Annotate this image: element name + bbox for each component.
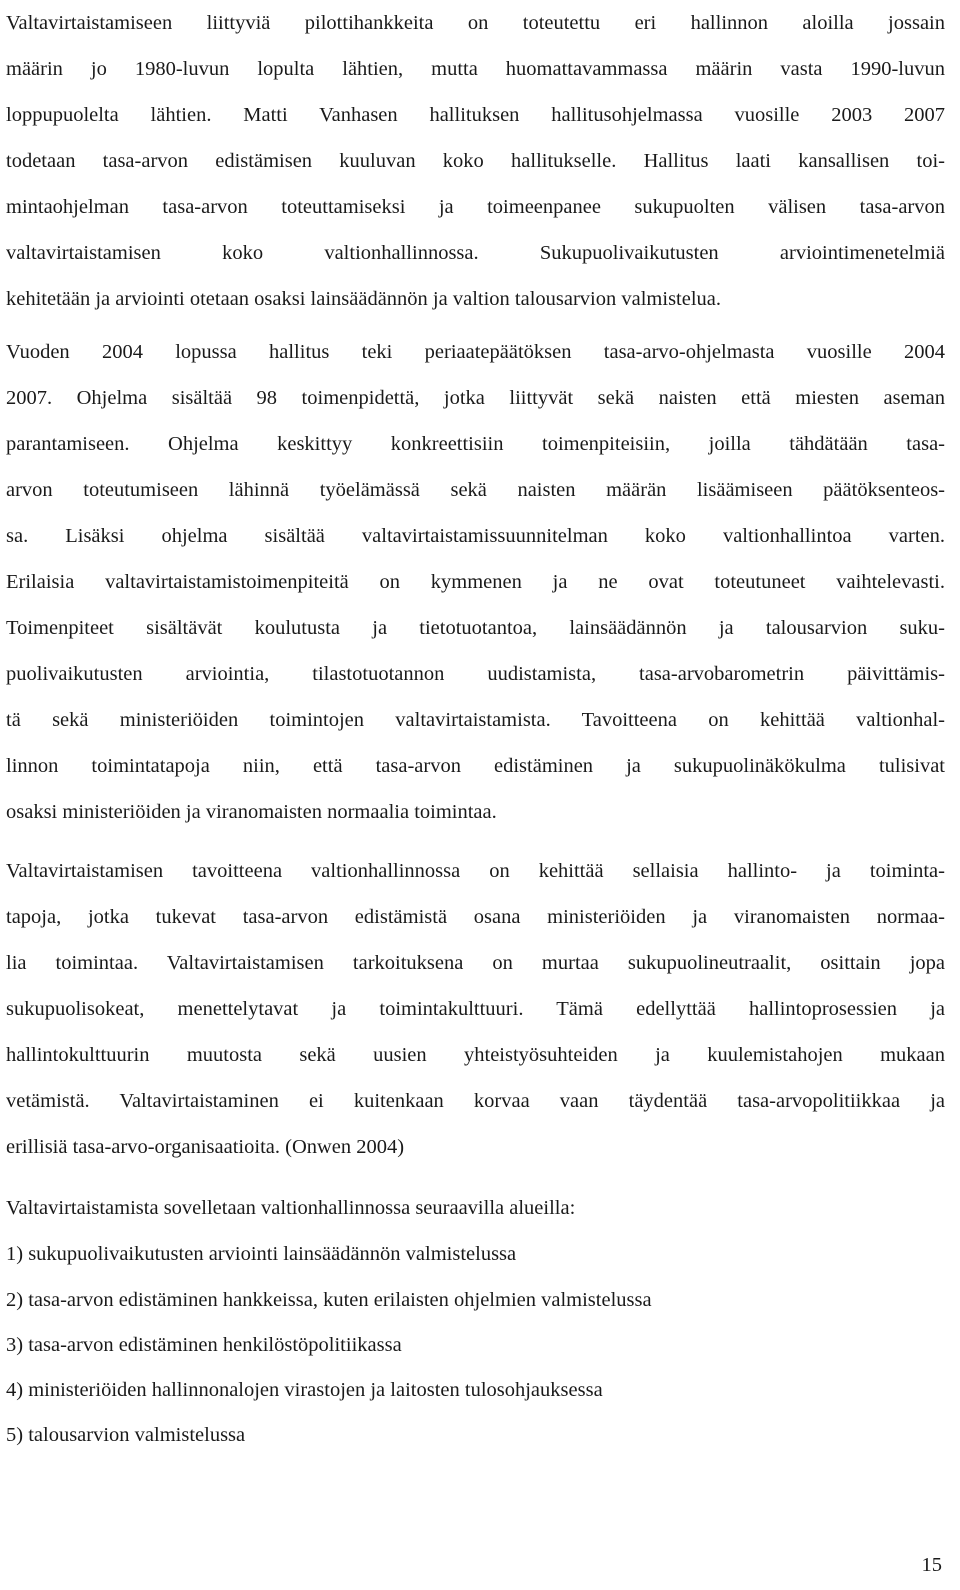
text-line: lia toimintaa. Valtavirtaistamisen tarkoituksena on murtaa sukupuolineutraalit, osittain jopa xyxy=(6,952,945,974)
text-line: Toimenpiteet sisältävät koulutusta ja tietotuotantoa, lainsäädännön ja talousarvion suku- xyxy=(6,617,945,639)
text-line: todetaan tasa-arvon edistämisen kuuluvan koko hallitukselle. Hallitus laati kansallisen toi- xyxy=(6,150,945,172)
text-line: puolivaikutusten arviointia, tilastotuotannon uudistamista, tasa-arvobarometrin päivittämis- xyxy=(6,663,945,685)
text-line: kehitetään ja arviointi otetaan osaksi lainsäädännön ja valtion talousarvion valmistelua. xyxy=(6,288,722,310)
list-item: 1) sukupuolivaikutusten arviointi lainsäädännön valmistelussa xyxy=(6,1243,517,1265)
text-line: valtavirtaistamisen koko valtionhallinnossa. Sukupuolivaikutusten arviointimenetelmiä xyxy=(6,242,945,264)
text-line: mintaohjelman tasa-arvon toteuttamiseksi ja toimeenpanee sukupuolten välisen tasa-arvon xyxy=(6,196,945,218)
text-line: määrin jo 1980-luvun lopulta lähtien, mutta huomattavammassa määrin vasta 1990-luvun xyxy=(6,58,945,80)
paragraph-2 xyxy=(6,329,945,835)
list-item: 2) tasa-arvon edistäminen hankkeissa, kuten erilaisten ohjelmien valmistelussa xyxy=(6,1289,652,1311)
text-line: Valtavirtaistamisen tavoitteena valtionhallinnossa on kehittää sellaisia hallinto- ja toiminta- xyxy=(6,860,945,882)
text-line: hallintokulttuurin muutosta sekä uusien yhteistyösuhteiden ja kuulemistahojen mukaan xyxy=(6,1044,945,1066)
list-item: 4) ministeriöiden hallinnonalojen virastojen ja laitosten tulosohjauksessa xyxy=(6,1379,603,1401)
text-line: osaksi ministeriöiden ja viranomaisten normaalia toimintaa. xyxy=(6,801,497,823)
text-line: 2007. Ohjelma sisältää 98 toimenpidettä, jotka liittyvät sekä naisten että miesten aseman xyxy=(6,387,945,409)
paragraph-1 xyxy=(6,0,945,322)
text-line: tapoja, jotka tukevat tasa-arvon edistämistä osana ministeriöiden ja viranomaisten normaa- xyxy=(6,906,945,928)
text-line: tä sekä ministeriöiden toimintojen valtavirtaistamista. Tavoitteena on kehittää valtionhal- xyxy=(6,709,945,731)
text-line: Valtavirtaistamiseen liittyviä pilottihankkeita on toteutettu eri hallinnon aloilla jossain xyxy=(6,12,945,34)
text-line: erillisiä tasa-arvo-organisaatioita. (Onwen 2004) xyxy=(6,1136,405,1158)
text-line: sukupuolisokeat, menettelytavat ja toimintakulttuuri. Tämä edellyttää hallintoprosessien ja xyxy=(6,998,945,1020)
text-line: loppupuolelta lähtien. Matti Vanhasen hallituksen hallitusohjelmassa vuosille 2003 2007 xyxy=(6,104,945,126)
text-line: Erilaisia valtavirtaistamistoimenpiteitä on kymmenen ja ne ovat toteutuneet vaihtelevasti. xyxy=(6,571,945,593)
text-line: sa. Lisäksi ohjelma sisältää valtavirtaistamissuunnitelman koko valtionhallintoa varten. xyxy=(6,525,945,547)
text-line: vetämistä. Valtavirtaistaminen ei kuitenkaan korvaa vaan täydentää tasa-arvopolitiikkaa ja xyxy=(6,1090,945,1112)
list-item: 3) tasa-arvon edistäminen henkilöstöpolitiikassa xyxy=(6,1334,402,1356)
text-line: linnon toimintatapoja niin, että tasa-arvon edistäminen ja sukupuolinäkökulma tulisivat xyxy=(6,755,945,777)
list-intro: Valtavirtaistamista sovelletaan valtionhallinnossa seuraavilla alueilla: xyxy=(6,1197,576,1219)
paragraph-3 xyxy=(6,848,945,1170)
page-number: 15 xyxy=(921,1554,942,1576)
text-line: Vuoden 2004 lopussa hallitus teki periaatepäätöksen tasa-arvo-ohjelmasta vuosille 2004 xyxy=(6,341,945,363)
text-line: parantamiseen. Ohjelma keskittyy konkreettisiin toimenpiteisiin, joilla tähdätään tasa- xyxy=(6,433,945,455)
text-line: arvon toteutumiseen lähinnä työelämässä sekä naisten määrän lisäämiseen päätöksenteos- xyxy=(6,479,945,501)
list-item: 5) talousarvion valmistelussa xyxy=(6,1424,246,1446)
